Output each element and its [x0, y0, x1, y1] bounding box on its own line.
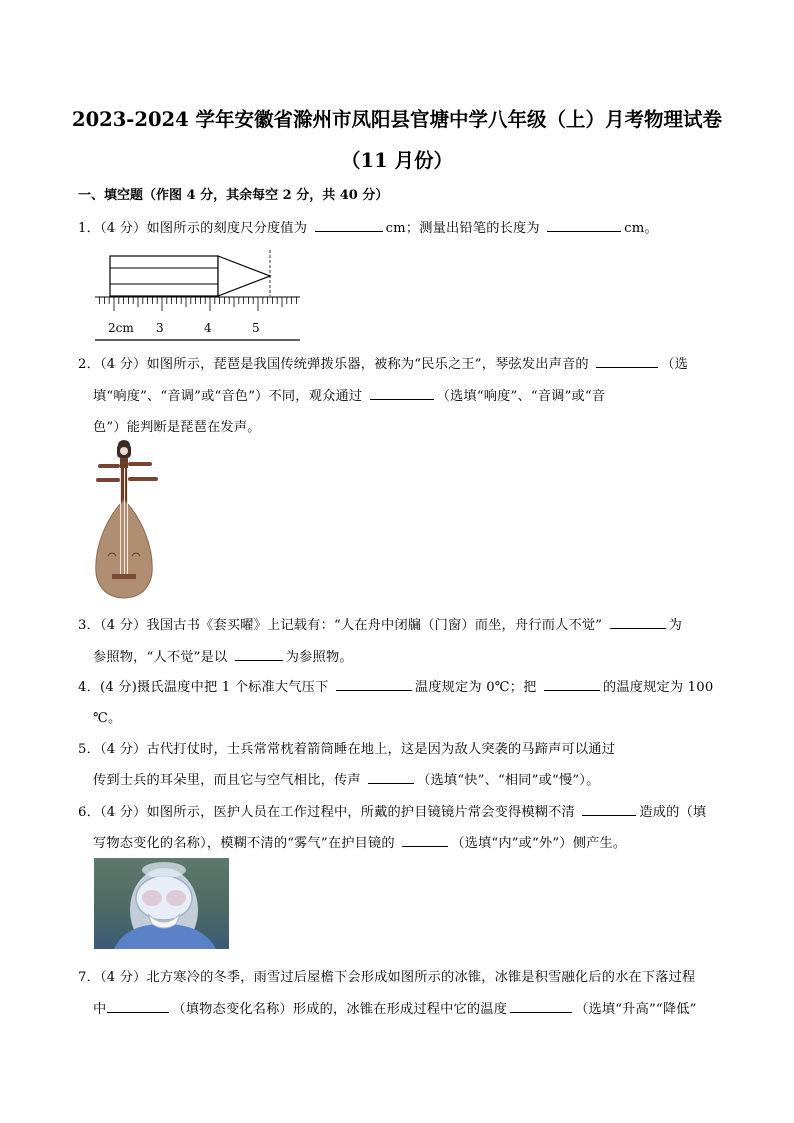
question-text: 中: [93, 1002, 107, 1017]
question-points: （4 分）: [99, 970, 147, 985]
question-points: （4 分）: [99, 742, 147, 757]
question-6: [78, 801, 706, 820]
question-5: [78, 738, 615, 757]
question-points: （4 分）: [99, 357, 147, 372]
question-number: 7．: [78, 970, 100, 985]
question-text: 填“响度”、“音调”或“音色”）不同，观众通过: [93, 389, 363, 404]
question-text: 如图所示的刻度尺分度值为: [146, 221, 308, 236]
question-number: 3．: [78, 618, 100, 633]
question-7-line-2: [93, 998, 697, 1017]
ruler-label: 3: [156, 321, 164, 335]
answer-blank[interactable]: [402, 834, 448, 847]
answer-blank[interactable]: [235, 648, 283, 661]
answer-blank[interactable]: [544, 678, 600, 691]
answer-blank[interactable]: [510, 1000, 572, 1013]
answer-blank[interactable]: [596, 355, 658, 368]
answer-blank[interactable]: [547, 219, 621, 232]
question-4-line-2: ℃。: [93, 711, 122, 726]
question-points: （4 分）: [99, 805, 147, 820]
section-heading: 一、填空题（作图 4 分，其余每空 2 分，共 40 分）: [78, 188, 389, 203]
question-text: 参照物，“人不觉”是以: [93, 650, 228, 665]
question-2-line-2: [93, 385, 605, 404]
question-number: 2．: [78, 357, 100, 372]
question-text: 为参照物。: [285, 650, 353, 665]
answer-blank[interactable]: [368, 771, 414, 784]
answer-blank[interactable]: [315, 219, 383, 232]
answer-blank[interactable]: [370, 387, 434, 400]
question-1: [78, 217, 658, 236]
ruler-label: 2cm: [108, 321, 134, 335]
question-text: 北方寒冷的冬季，雨雪过后屋檐下会形成如图所示的冰锥，冰锥是积雪融化后的水在下落过程: [146, 970, 696, 985]
question-text: （选填“内”或“外”）侧产生。: [451, 836, 627, 851]
question-text: 传到士兵的耳朵里，而且它与空气相比，传声: [93, 773, 361, 788]
ruler-label: 4: [204, 321, 212, 335]
question-3: [78, 614, 682, 633]
question-7: [78, 966, 695, 985]
question-text: cm。: [624, 221, 658, 236]
question-text: 古代打仗时，士兵常常枕着箭筒睡在地上，这是因为敌人突袭的马蹄声可以通过: [146, 742, 616, 757]
question-number: 4．: [78, 680, 100, 695]
question-text: 的温度规定为 100: [602, 680, 714, 695]
question-text: （填物态变化名称）形成的，冰锥在形成过程中它的温度: [172, 1002, 508, 1017]
question-text: 如图所示，医护人员在工作过程中，所戴的护目镜镜片常会变得模糊不清: [146, 805, 575, 820]
answer-blank[interactable]: [582, 803, 636, 816]
question-text: 温度规定为 0℃；把: [414, 680, 537, 695]
question-text: 为: [668, 618, 682, 633]
question-text: （选填“升高”“降低”: [575, 1002, 697, 1017]
question-text: 摄氏温度中把 1 个标准大气压下: [137, 680, 329, 695]
question-text: cm；测量出铅笔的长度为: [385, 221, 540, 236]
ruler-ticks: [100, 297, 297, 311]
pipa-image: [88, 438, 168, 600]
question-text: 写物态变化的名称），模糊不清的“雾气”在护目镜的: [93, 836, 395, 851]
question-points: （4 分）: [99, 618, 147, 633]
question-text: 如图所示，琵琶是我国传统弹拨乐器，被称为“民乐之王”，琴弦发出声音的: [146, 357, 589, 372]
question-text: 造成的（填: [639, 805, 707, 820]
question-number: 6．: [78, 805, 100, 820]
question-number: 5．: [78, 742, 100, 757]
pencil-tip: [218, 256, 270, 296]
question-points: (4 分): [99, 680, 138, 695]
ruler-pencil-figure: [90, 250, 305, 342]
answer-blank[interactable]: [610, 616, 666, 629]
pencil-body: [110, 256, 218, 296]
question-text: （选: [661, 357, 688, 372]
question-number: 1．: [78, 221, 100, 236]
question-points: （4 分）: [99, 221, 147, 236]
question-5-line-2: [93, 769, 599, 788]
question-2-line-3: 色”）能判断是琵琶在发声。: [93, 420, 261, 435]
ruler-label: 5: [252, 321, 260, 335]
page-subtitle: （11 月份）: [341, 149, 453, 172]
question-text: 我国古书《套买曜》上记载有：“人在舟中闭牖（门窗）而坐，舟行而人不觉”: [146, 618, 603, 633]
medical-worker-photo: [94, 858, 229, 949]
question-4: [78, 676, 713, 695]
question-2: [78, 353, 688, 372]
question-6-line-2: [93, 832, 626, 851]
question-text: （选填“响度”、“音调”或“音: [436, 389, 606, 404]
question-3-line-2: [93, 646, 353, 665]
answer-blank[interactable]: [336, 678, 412, 691]
answer-blank[interactable]: [107, 1000, 169, 1013]
question-text: （选填“快”、“相同”或“慢”）。: [417, 773, 600, 788]
page-title: 2023-2024 学年安徽省滁州市凤阳县官塘中学八年级（上）月考物理试卷: [72, 108, 722, 131]
